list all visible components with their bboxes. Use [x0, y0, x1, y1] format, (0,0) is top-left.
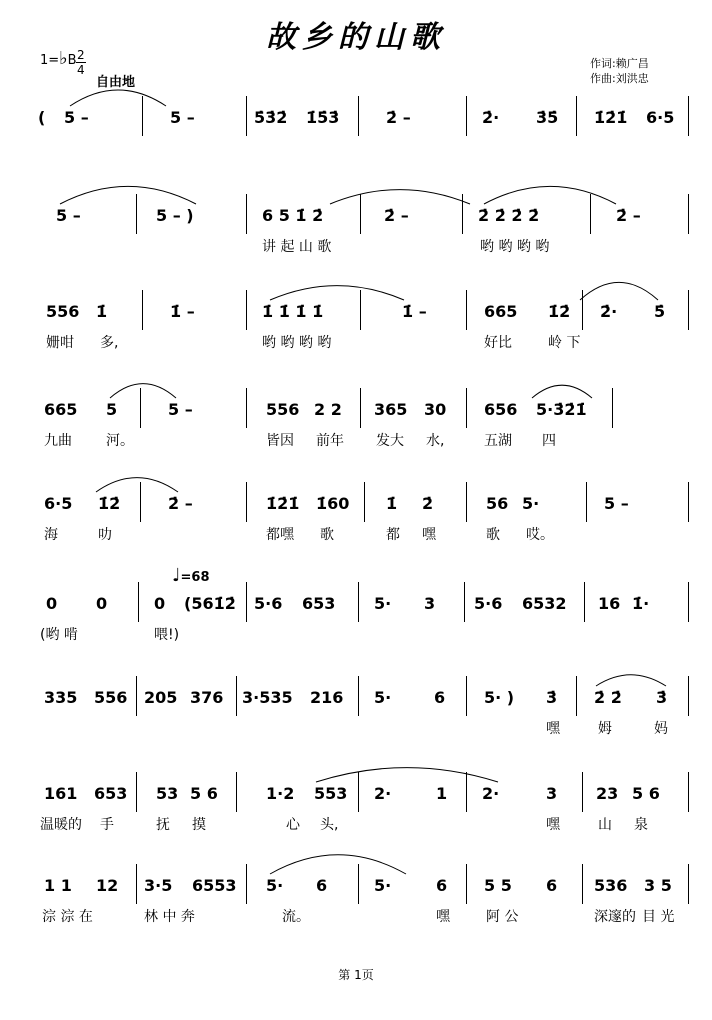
lyric-text: 喂!)	[154, 627, 180, 643]
note-group: 556	[94, 688, 128, 707]
note-group: 5·3̇2̇1̇	[536, 400, 587, 419]
notes-line	[0, 784, 712, 810]
note-group: 536	[594, 876, 628, 895]
note-group: 2̇·	[600, 302, 618, 321]
bar-line	[136, 772, 137, 812]
bar-line	[688, 864, 689, 904]
lyrics-line	[0, 624, 712, 644]
lyric-text: 淙 淙 在	[42, 909, 93, 925]
note-group: 3	[546, 784, 558, 803]
note-group: 1̇ –	[170, 302, 195, 321]
slur-arc	[270, 282, 404, 300]
lyric-text: 哟 哟 哟 哟	[262, 335, 332, 351]
bar-line	[236, 676, 237, 716]
slur-arc	[330, 186, 470, 204]
note-group: 216	[310, 688, 344, 707]
note-group: 653	[302, 594, 336, 613]
note-group: 53	[156, 784, 179, 803]
time-signature	[76, 48, 86, 77]
note-group: 0	[96, 594, 108, 613]
bar-line	[586, 482, 587, 522]
lyric-text: 海	[44, 527, 58, 543]
lyricist-credit: 作词:赖广昌	[590, 57, 649, 70]
bar-line	[246, 388, 247, 428]
lyric-text: 妈	[654, 721, 668, 737]
bar-line	[142, 290, 143, 330]
note-group: 553	[314, 784, 348, 803]
time-top: 2	[77, 48, 85, 62]
lyric-text: 发大	[376, 433, 404, 449]
note-group: 5 –	[168, 400, 193, 419]
tempo-free: 自由地	[96, 75, 136, 90]
slur-arc	[60, 182, 196, 204]
lyric-text: 林 中 奔	[144, 909, 195, 925]
note-group: (	[38, 108, 46, 127]
note-group: 1 1	[44, 876, 72, 895]
note-group: 1·2	[266, 784, 295, 803]
note-group: 653	[94, 784, 128, 803]
bar-line	[466, 676, 467, 716]
tempo-metronome	[172, 565, 209, 586]
lyric-text: 摸	[192, 817, 206, 833]
lyric-text: 歌	[486, 527, 500, 543]
note-group: 665	[44, 400, 78, 419]
note-group: 2̇ –	[384, 206, 409, 225]
note-group: 5 –	[170, 108, 195, 127]
lyrics-line	[0, 332, 712, 352]
notes-line	[0, 400, 712, 426]
note-group: 5 5	[484, 876, 512, 895]
lyrics-line	[0, 906, 712, 926]
note-group: 5·	[374, 688, 392, 707]
note-group: 376	[190, 688, 224, 707]
note-group: 12	[96, 876, 119, 895]
bar-line	[466, 96, 467, 136]
lyric-text: 前年	[316, 433, 344, 449]
note-group: 2̇ –	[386, 108, 411, 127]
bar-line	[688, 482, 689, 522]
note-group: 1̇ 1̇ 1̇ 1̇	[262, 302, 324, 321]
lyric-text: 嘿	[422, 527, 436, 543]
note-group: 2̇	[422, 494, 434, 513]
lyric-text: 目 光	[642, 909, 675, 925]
slur-arc	[110, 380, 176, 398]
lyric-text: 心	[286, 817, 300, 833]
note-group: 56	[486, 494, 509, 513]
bar-line	[612, 388, 613, 428]
lyric-text: 歌	[320, 527, 334, 543]
note-group: 5 –	[56, 206, 81, 225]
lyric-text: (哟 啃	[40, 627, 78, 643]
lyrics-line	[0, 814, 712, 834]
bar-line	[688, 194, 689, 234]
lyric-text: 四	[542, 433, 556, 449]
note-group: 5·	[266, 876, 284, 895]
bar-line	[688, 582, 689, 622]
bar-line	[358, 96, 359, 136]
note-group: 16	[598, 594, 621, 613]
note-group: 2̇·	[482, 108, 500, 127]
note-group: 3̇	[656, 688, 668, 707]
note-group: (561̇2̇	[184, 594, 236, 613]
key-letter: B	[67, 53, 77, 68]
bar-line	[582, 864, 583, 904]
note-group: 2̇ –	[168, 494, 193, 513]
note-group: 5· )	[484, 688, 515, 707]
bar-line	[136, 676, 137, 716]
lyric-text: 河。	[106, 433, 134, 449]
lyric-text: 阿 公	[486, 909, 519, 925]
note-group: 2̇ 2̇	[594, 688, 622, 707]
note-group: 5	[106, 400, 118, 419]
lyric-text: 哎。	[526, 527, 554, 543]
song-title: 故乡的山歌	[266, 20, 446, 55]
time-bottom: 4	[77, 63, 85, 77]
bar-line	[360, 388, 361, 428]
lyric-text: 深邃的	[594, 909, 636, 925]
note-group: 1̇·	[632, 594, 650, 613]
slur-arc	[70, 86, 166, 106]
note-group: 6532	[522, 594, 567, 613]
note-group: 5 6	[632, 784, 660, 803]
note-group: 2·	[482, 784, 500, 803]
lyric-text: 姆	[598, 721, 612, 737]
lyric-text: 头,	[320, 817, 339, 833]
lyric-text: 岭 下	[548, 335, 581, 351]
note-group: 5 6	[190, 784, 218, 803]
composer-credit: 作曲:刘洪忠	[590, 72, 649, 85]
note-group: 5·	[374, 594, 392, 613]
bar-line	[688, 676, 689, 716]
lyric-text: 流。	[282, 909, 310, 925]
note-group: 3̇	[546, 688, 558, 707]
bar-line	[246, 482, 247, 522]
note-group: 6·5	[44, 494, 73, 513]
lyric-text: 姗咁	[46, 335, 74, 351]
key-signature	[40, 48, 85, 77]
bar-line	[246, 864, 247, 904]
note-group: 1	[436, 784, 448, 803]
notes-line	[0, 494, 712, 520]
lyric-text: 哟 哟 哟 哟	[480, 239, 550, 255]
note-group: 6	[316, 876, 328, 895]
note-group: 23	[596, 784, 619, 803]
lyrics-line	[0, 524, 712, 544]
note-group: 335	[44, 688, 78, 707]
slur-arc	[596, 672, 666, 686]
note-group: 5̇3̇2̇	[254, 108, 288, 127]
quarter-note-icon: ♩	[172, 565, 181, 586]
note-group: 1̇2̇1̇	[594, 108, 628, 127]
notes-line	[0, 876, 712, 902]
note-group: 1̇2̇	[548, 302, 571, 321]
lyric-text: 都嘿	[266, 527, 294, 543]
bar-line	[688, 96, 689, 136]
slur-arc	[532, 382, 592, 398]
slur-arc	[96, 474, 178, 492]
note-group: 3	[424, 594, 436, 613]
note-group: 6·5	[646, 108, 675, 127]
bar-line	[236, 772, 237, 812]
notes-line	[0, 302, 712, 328]
note-group: 6553	[192, 876, 237, 895]
note-group: 5·	[522, 494, 540, 513]
lyric-text: 多,	[100, 335, 119, 351]
note-group: 0	[46, 594, 58, 613]
note-group: 3 5	[644, 876, 672, 895]
bar-line	[466, 290, 467, 330]
note-group: 2·	[374, 784, 392, 803]
lyric-text: 九曲	[44, 433, 72, 449]
lyric-text: 手	[100, 817, 114, 833]
page-footer: 第 1页	[338, 968, 374, 982]
bar-line	[466, 482, 467, 522]
lyrics-line	[0, 236, 712, 256]
notes-line	[0, 206, 712, 232]
bar-line	[466, 388, 467, 428]
bar-line	[136, 864, 137, 904]
key-label: 1=	[40, 53, 60, 68]
note-group: 5·6	[474, 594, 503, 613]
notes-line	[0, 688, 712, 714]
note-group: 365	[374, 400, 408, 419]
bar-line	[466, 864, 467, 904]
note-group: 205	[144, 688, 178, 707]
note-group: 1̇2̇	[98, 494, 121, 513]
note-group: 1̇5̇3̇	[306, 108, 340, 127]
note-group: 3·535	[242, 688, 293, 707]
slur-arc	[484, 182, 616, 204]
lyric-text: 山	[598, 817, 612, 833]
note-group: 0	[154, 594, 166, 613]
note-group: 556	[46, 302, 80, 321]
lyric-text: 水,	[426, 433, 445, 449]
bar-line	[584, 582, 585, 622]
flat-symbol: ♭	[59, 48, 68, 69]
note-group: 5̇	[654, 302, 666, 321]
bar-line	[582, 772, 583, 812]
lyrics-line	[0, 138, 712, 158]
lyric-text: 温暖的	[40, 817, 82, 833]
note-group: 556	[266, 400, 300, 419]
lyric-text: 皆因	[266, 433, 294, 449]
lyric-text: 抚	[156, 817, 170, 833]
bar-line	[358, 582, 359, 622]
lyric-text: 好比	[484, 335, 512, 351]
note-group: 665	[484, 302, 518, 321]
note-group: 1̇	[386, 494, 398, 513]
note-group: 5 – )	[156, 206, 194, 225]
notes-line	[0, 108, 712, 134]
note-group: 6	[434, 688, 446, 707]
note-group: 1̇	[96, 302, 108, 321]
slur-arc	[580, 278, 658, 300]
note-group: 3·5	[144, 876, 173, 895]
note-group: 5 –	[604, 494, 629, 513]
lyric-text: 嘿	[546, 721, 560, 737]
lyric-text: 叻	[98, 527, 112, 543]
lyric-text: 泉	[634, 817, 648, 833]
lyric-text: 嘿	[436, 909, 450, 925]
bar-line	[464, 582, 465, 622]
bar-line	[576, 676, 577, 716]
bar-line	[688, 772, 689, 812]
bar-line	[138, 582, 139, 622]
credits	[590, 56, 649, 86]
bar-line	[246, 582, 247, 622]
lyric-text: 讲 起 山 歌	[262, 239, 332, 255]
bar-line	[576, 96, 577, 136]
note-group: 1̇2̇1̇	[266, 494, 300, 513]
note-group: 30	[424, 400, 447, 419]
note-group: 5·6	[254, 594, 283, 613]
note-group: 6 5 1̇ 2̇	[262, 206, 324, 225]
slur-arc	[316, 764, 498, 782]
note-group: 3̇5̇	[536, 108, 559, 127]
note-group: 2̇ –	[616, 206, 641, 225]
bar-line	[688, 290, 689, 330]
tempo-value: =68	[180, 570, 210, 585]
notes-line	[0, 594, 712, 620]
lyric-text: 五湖	[484, 433, 512, 449]
note-group: 2̇ 2̇ 2̇ 2̇	[478, 206, 540, 225]
lyrics-line	[0, 430, 712, 450]
bar-line	[358, 676, 359, 716]
note-group: 5·	[374, 876, 392, 895]
note-group: 656	[484, 400, 518, 419]
note-group: 161	[44, 784, 78, 803]
lyrics-line	[0, 718, 712, 738]
note-group: 2 2	[314, 400, 342, 419]
bar-line	[364, 482, 365, 522]
note-group: 6	[546, 876, 558, 895]
slur-arc	[270, 850, 406, 874]
note-group: 5 –	[64, 108, 89, 127]
lyric-text: 都	[386, 527, 400, 543]
bar-line	[246, 194, 247, 234]
bar-line	[246, 96, 247, 136]
bar-line	[246, 290, 247, 330]
note-group: 1̇ –	[402, 302, 427, 321]
note-group: 6	[436, 876, 448, 895]
lyric-text: 嘿	[546, 817, 560, 833]
note-group: 1̇60	[316, 494, 350, 513]
